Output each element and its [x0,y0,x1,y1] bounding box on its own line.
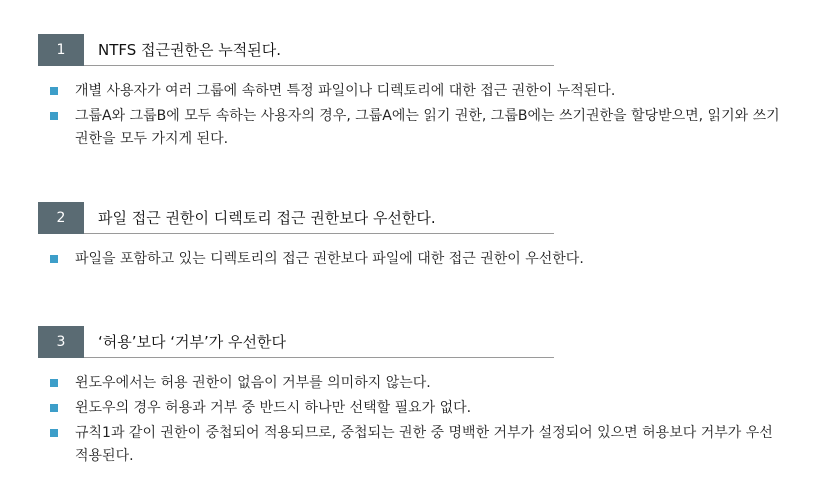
bullet-text: 규칙1과 같이 권한이 중첩되어 적용되므로, 중첩되는 권한 중 명백한 거부가 설정되어 있으면 허용보다 거부가 우선 적용된다. [75,425,773,464]
square-bullet-icon [50,112,58,120]
list-item [0,105,780,151]
square-bullet-icon [50,429,58,437]
section-title: NTFS 접근권한은 누적된다. [98,41,281,59]
heading-underline [84,65,554,66]
section-1 [0,34,830,153]
list-item [0,372,780,395]
section-heading [0,202,830,234]
section-heading [0,34,830,66]
square-bullet-icon [50,255,58,263]
section-number-badge: 1 [38,34,84,66]
section-2 [0,202,830,273]
list-item [0,397,780,420]
bullet-text: 개별 사용자가 여러 그룹에 속하면 특정 파일이나 디렉토리에 대한 접근 권한이 누적된다. [75,83,616,99]
section-3 [0,326,830,470]
heading-underline [84,357,554,358]
bullet-text: 윈도우의 경우 허용과 거부 중 반드시 하나만 선택할 필요가 없다. [75,400,472,416]
section-title: 파일 접근 권한이 디렉토리 접근 권한보다 우선한다. [98,209,436,227]
list-item [0,248,780,271]
square-bullet-icon [50,404,58,412]
heading-underline [84,233,554,234]
section-title: ‘허용’보다 ‘거부’가 우선한다 [98,333,286,351]
bullet-list [0,80,830,151]
section-heading [0,326,830,358]
bullet-text: 그룹A와 그룹B에 모두 속하는 사용자의 경우, 그룹A에는 읽기 권한, 그룹B에는 쓰기권한을 할당받으면, 읽기와 쓰기 권한을 모두 가지게 된다. [75,108,780,147]
list-item [0,80,780,103]
bullet-list [0,248,830,271]
section-number-badge: 2 [38,202,84,234]
bullet-list [0,372,830,468]
square-bullet-icon [50,87,58,95]
section-number-badge: 3 [38,326,84,358]
list-item [0,422,780,468]
bullet-text: 파일을 포함하고 있는 디렉토리의 접근 권한보다 파일에 대한 접근 권한이 우선한다. [75,251,584,267]
square-bullet-icon [50,379,58,387]
bullet-text: 윈도우에서는 허용 권한이 없음이 거부를 의미하지 않는다. [75,375,431,391]
